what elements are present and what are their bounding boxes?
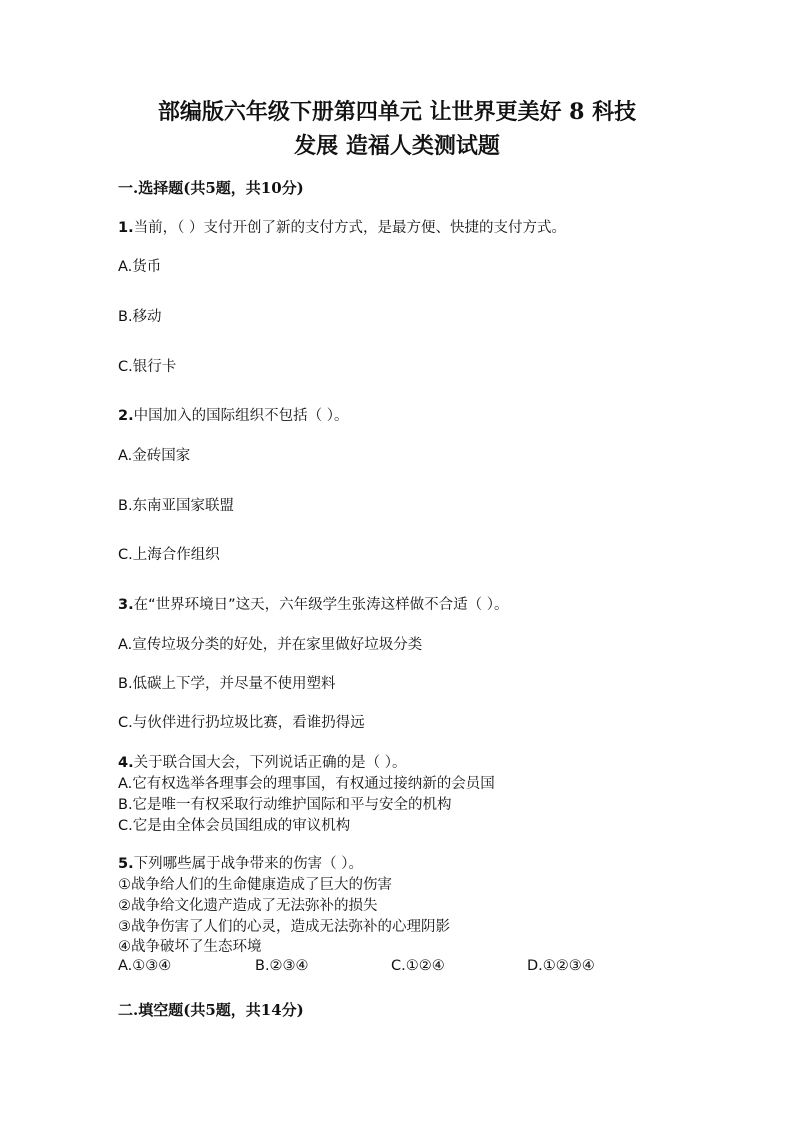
- question-5-option-d: D.①②③④: [527, 958, 595, 974]
- question-4: [118, 753, 406, 773]
- question-3-number: 3.: [118, 597, 134, 613]
- question-3-option-a: A.宣传垃圾分类的好处，并在家里做好垃圾分类: [118, 637, 423, 653]
- question-5-number: 5.: [118, 856, 134, 872]
- question-4-number: 4.: [118, 755, 134, 771]
- question-2-number: 2.: [118, 408, 134, 424]
- question-5: [118, 854, 363, 874]
- question-3: [118, 595, 509, 615]
- section-heading-fill-blank: 二.填空题(共5题，共14分): [118, 1001, 304, 1019]
- question-4-option-b: B.它是唯一有权采取行动维护国际和平与安全的机构: [118, 797, 452, 813]
- question-3-text: 在“世界环境日”这天，六年级学生张涛这样做不合适（ ）。: [133, 597, 509, 613]
- question-4-option-c: C.它是由全体会员国组成的审议机构: [118, 818, 351, 834]
- question-5-statement-1: ①战争给人们的生命健康造成了巨大的伤害: [118, 877, 392, 893]
- question-1-option-a: A.货币: [118, 259, 162, 275]
- question-4-text: 关于联合国大会，下列说话正确的是（ ）。: [133, 755, 407, 771]
- question-5-statement-3: ③战争伤害了人们的心灵，造成无法弥补的心理阴影: [118, 919, 450, 935]
- question-3-option-b: B.低碳上下学，并尽量不使用塑料: [118, 676, 336, 692]
- question-5-statement-4: ④战争破坏了生态环境: [118, 939, 262, 955]
- page-title-line-1: 部编版六年级下册第四单元 让世界更美好 8 科技: [157, 99, 637, 125]
- question-2: [118, 406, 348, 426]
- question-5-text: 下列哪些属于战争带来的伤害（ ）。: [133, 856, 363, 872]
- question-5-statement-2: ②战争给文化遗产造成了无法弥补的损失: [118, 898, 378, 914]
- question-1-number: 1.: [118, 220, 134, 236]
- page-title-line-2: 发展 造福人类测试题: [294, 133, 500, 159]
- question-4-option-a: A.它有权选举各理事会的理事国，有权通过接纳新的会员国: [118, 776, 495, 792]
- question-1: [118, 218, 566, 238]
- question-2-text: 中国加入的国际组织不包括（ ）。: [133, 408, 349, 424]
- question-3-option-c: C.与伙伴进行扔垃圾比赛，看谁扔得远: [118, 715, 365, 731]
- question-2-option-c: C.上海合作组织: [118, 547, 220, 563]
- question-2-option-b: B.东南亚国家联盟: [118, 498, 235, 514]
- question-1-text: 当前，（ ）支付开创了新的支付方式，是最方便、快捷的支付方式。: [133, 220, 566, 236]
- question-2-option-a: A.金砖国家: [118, 448, 191, 464]
- question-5-option-a: A.①③④: [118, 958, 172, 974]
- question-5-option-c: C.①②④: [391, 958, 445, 974]
- question-1-option-b: B.移动: [118, 309, 162, 325]
- question-1-option-c: C.银行卡: [118, 359, 177, 375]
- section-heading-choice: 一.选择题(共5题，共10分): [118, 179, 304, 197]
- question-5-option-b: B.②③④: [255, 958, 309, 974]
